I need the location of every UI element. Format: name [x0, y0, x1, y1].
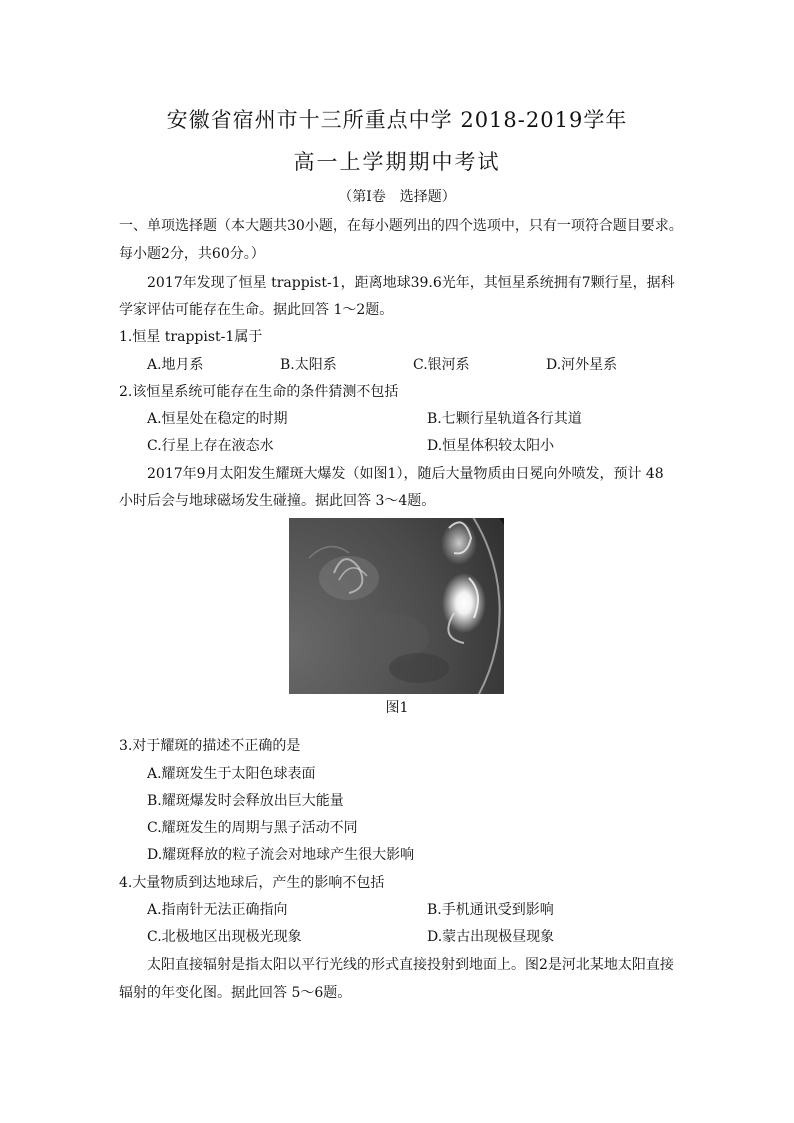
passage2-line2: 小时后会与地球磁场发生碰撞。据此回答 3～4题。	[119, 493, 436, 509]
solar-flare-illustration	[289, 518, 504, 694]
passage3-line2: 辐射的年变化图。据此回答 5～6题。	[119, 985, 352, 1001]
passage1-line2: 学家评估可能存在生命。据此回答 1～2题。	[119, 302, 394, 318]
section-heading-line2: 每小题2分，共60分。）	[119, 246, 265, 262]
q3-stem: 3.对于耀斑的描述不正确的是	[119, 738, 301, 754]
q2-stem: 2.该恒星系统可能存在生命的条件猜测不包括	[119, 384, 399, 400]
q4-option-b: B.手机通讯受到影响	[427, 902, 554, 918]
exam-subtitle: （第Ⅰ卷 选择题）	[338, 189, 456, 205]
passage3-line1: 太阳直接辐射是指太阳以平行光线的形式直接投射到地面上。图2是河北某地太阳直接	[147, 957, 674, 973]
q3-option-a: A.耀斑发生于太阳色球表面	[147, 766, 316, 782]
q4-option-c: C.北极地区出现极光现象	[147, 929, 302, 945]
q1-option-b: B.太阳系	[280, 357, 337, 373]
exam-title-line2: 高一上学期期中考试	[293, 150, 501, 174]
exam-title-line1: 安徽省宿州市十三所重点中学 2018-2019学年	[166, 108, 628, 132]
q2-option-c: C.行星上存在液态水	[147, 438, 274, 454]
figure1-caption: 图1	[385, 700, 409, 716]
q1-option-a: A.地月系	[147, 357, 204, 373]
section-heading-line1: 一、单项选择题（本大题共30小题，在每小题列出的四个选项中，只有一项符合题目要求。	[119, 218, 683, 234]
q2-option-a: A.恒星处在稳定的时期	[147, 411, 288, 427]
q3-option-b: B.耀斑爆发时会释放出巨大能量	[147, 793, 344, 809]
q1-option-d: D.河外星系	[546, 357, 618, 373]
q2-option-d: D.恒星体积较太阳小	[427, 438, 555, 454]
solar-flare-image	[289, 518, 504, 694]
passage1-line1: 2017年发现了恒星 trappist-1，距离地球39.6光年，其恒星系统拥有7颗行星，据科	[147, 275, 675, 291]
passage2-line1: 2017年9月太阳发生耀斑大爆发（如图1），随后大量物质由日冕向外喷发，预计 48	[147, 466, 664, 482]
q4-option-a: A.指南针无法正确指向	[147, 902, 288, 918]
q2-option-b: B.七颗行星轨道各行其道	[427, 411, 582, 427]
q3-option-c: C.耀斑发生的周期与黑子活动不同	[147, 820, 358, 836]
q3-option-d: D.耀斑释放的粒子流会对地球产生很大影响	[147, 847, 415, 863]
q1-option-c: C.银河系	[413, 357, 470, 373]
q1-stem: 1.恒星 trappist-1属于	[119, 329, 263, 345]
q4-stem: 4.大量物质到达地球后，产生的影响不包括	[119, 875, 385, 891]
q4-option-d: D.蒙古出现极昼现象	[427, 929, 555, 945]
